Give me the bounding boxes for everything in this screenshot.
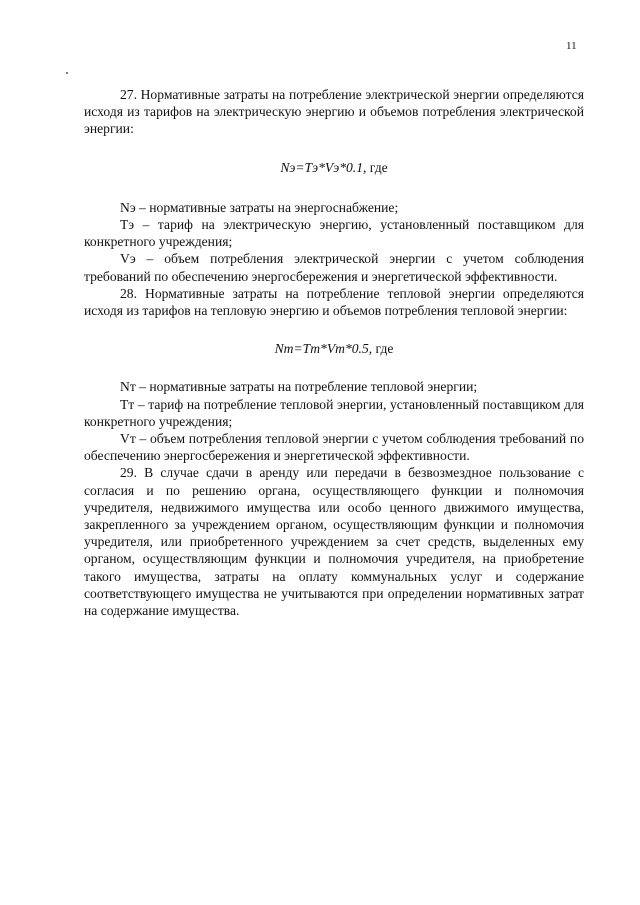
section-27-def-t: Tэ – тариф на электрическую энергию, установленный поставщиком для конкретного учреждения;	[84, 217, 584, 250]
scan-speck	[66, 72, 68, 74]
section-28-formula	[84, 340, 584, 357]
section-27-def-n: Nэ – нормативные затраты на энергоснабжение;	[120, 199, 399, 215]
formula-suffix: , где	[363, 159, 388, 175]
section-28-def-n: Nт – нормативные затраты на потребление тепловой энергии;	[120, 379, 478, 395]
formula-expression: Nэ=Tэ*Vэ*0.1	[280, 159, 363, 175]
page-number: 11	[566, 40, 577, 52]
section-28-def-v: Vт – объем потребления тепловой энергии с учетом соблюдения требований по обеспечению энергосбережения и энергетической эффективности.	[84, 431, 584, 464]
section-28-def-t: Tт – тариф на потребление тепловой энергии, установленный поставщиком для конкретного учреждения;	[84, 396, 584, 429]
section-29-text: 29. В случае сдачи в аренду или передачи в безвозмездное пользование с согласия и по решению органа, осуществляющего функции и полномочия учредителя, недвижимого имущества или особо ценного движимого имущества, закрепленного за учреждением органом, осуществляющим функции и полномочия учредителя, или приобретенного учреждением за счет средств, выделенных ему органом, осуществляющим функции и полномочия учредителя, на приобретение такого имущества, затраты на оплату коммунальных услуг и содержание соответствующего имущества не учитываются при определении нормативных затрат на содержание имущества.	[84, 465, 584, 619]
section-27-formula	[84, 159, 584, 176]
document-body	[84, 86, 584, 619]
formula-expression: Nт=Tт*Vт*0.5	[274, 341, 369, 357]
section-27-def-v: Vэ – объем потребления электрической энергии с учетом соблюдения требований по обеспечению энергосбережения и энергетической эффективности.	[84, 251, 584, 284]
formula-suffix: , где	[368, 341, 394, 357]
section-27-intro: 27. Нормативные затраты на потребление электрической энергии определяются исходя из тарифов на электрическую энергию и объемов потребления электрической энергии:	[84, 87, 584, 137]
section-28-intro: 28. Нормативные затраты на потребление тепловой энергии определяются исходя из тарифов на тепловую энергию и объемов потребления тепловой энергии:	[84, 285, 584, 319]
